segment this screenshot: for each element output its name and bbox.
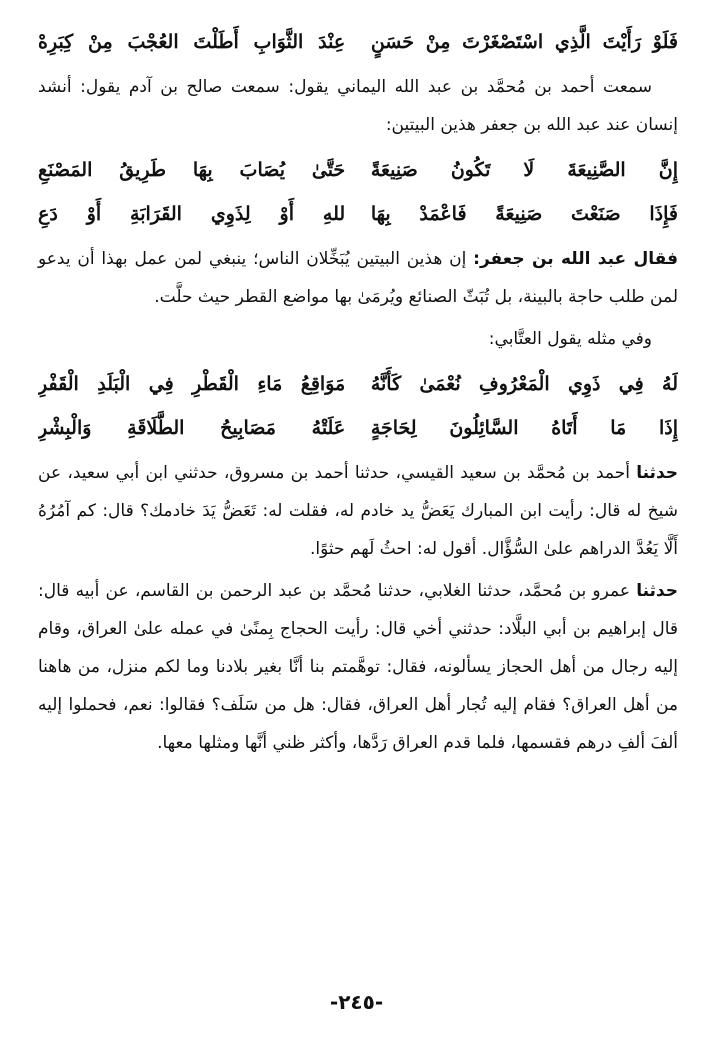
paragraph-lead: حدثنا [636, 581, 678, 601]
verse-hemistich-first: فَإِذَا صَنَعْتَ صَنِيعَةً فَاعْمَدْ بِهَا [370, 203, 678, 225]
verse-hemistich-second: مَوَاقِعُ مَاءِ الْقَطْرِ فِي الْبَلَدِ الْقَفْرِ [38, 373, 346, 395]
verse-line [38, 362, 678, 406]
paragraph-lead: حدثنا [636, 463, 679, 483]
verse-hemistich-first: إِنَّ الصَّنِيعَةَ لَا تَكُونُ صَنِيعَةً [370, 159, 678, 181]
verse-line [38, 406, 678, 450]
paragraph-text: أحمد بن مُحمَّد بن سعيد القيسي، حدثنا أحمد بن مسروق، حدثني ابن أبي سعيد، عن شيخ له قال: رأيت ابن المبارك يَعَضُّ يد خادم له، فقلت له: تَعَضُّ يَدَ خادمك؟ قال: كم آمُرُهُ أَلَّا يَعُدَّ الدراهم علىٰ السُّؤَّال. أقول له: احثُ لَهم حثوًا. [38, 463, 678, 559]
paragraph [38, 454, 678, 568]
verse-hemistich-first: لَهُ فِي ذَوِي الْمَعْرُوفِ نُعْمَىٰ كَأَنَّهُ [370, 373, 678, 395]
page-number: -٢٤٥- [329, 990, 384, 1014]
verse-line [38, 20, 678, 64]
paragraph [38, 240, 678, 316]
paragraph-text: عمرو بن مُحمَّد، حدثنا الغلابي، حدثنا مُحمَّد بن عبد الرحمن بن القاسم، عن أبيه قال: قال إبراهيم بن أبي البلَّاد: حدثني أخي قال: رأيت الحجاج بِمنًىٰ في عمله علىٰ العراق، وقام إليه رجال من أهل الحجاز يسألونه، فقال: توهَّمتم بنا أنَّا بغير بلادنا وما لكم منزل، من هاهنا من أهل العراق؟ فقام إليه تُجار أهل العراق، فقال: هل من سَلَف؟ فقالوا: نعم، فحملوا إليه ألفَ ألفِ درهم فقسمها، فلما قدم العراق رَدَّها، وأكثر ظني أنَّها ومثلها معها. [38, 581, 678, 753]
verse-line [38, 148, 678, 192]
verse-hemistich-second: حَتَّىٰ يُصَابَ بِهَا طَرِيقُ المَصْنَعِ [38, 159, 346, 181]
paragraph-lead: فقال عبد الله بن جعفر: [473, 249, 678, 269]
verse-hemistich-first: إِذَا مَا أَتَاهُ السَّائِلُونَ لِحَاجَةٍ [370, 417, 678, 439]
verse-hemistich-second: عِنْدَ الثَّوَابِ أَطَلْتَ العُجْبَ مِنْ كِبَرِهْ [38, 31, 346, 53]
verse-hemistich-second: عَلَتْهُ مَصَابِيحُ الطَّلَاقَةِ وَالْبِشْرِ [38, 417, 346, 439]
paragraph [38, 572, 678, 762]
paragraph-text: إن هذين البيتين يُبَخِّلان الناس؛ ينبغي لمن عمل بهذا أن يدعو لمن طلب حاجة بالبينة، بل تُبَثّ الصنائع ويُرمَىٰ بها مواضع القطر حيث حلَّت. [38, 249, 678, 307]
verse-line [38, 192, 678, 236]
paragraph: وفي مثله يقول العتَّابي: [488, 329, 652, 349]
paragraph: سمعت أحمد بن مُحمَّد بن عبد الله اليماني يقول: سمعت صالح بن آدم يقول: أنشد إنسان عند عبد الله بن جعفر هذين البيتين: [38, 77, 678, 135]
page-body [38, 20, 678, 766]
verse-hemistich-first: فَلَوْ رَأَيْتَ الَّذِي اسْتَصْغَرْتَ مِنْ حَسَنٍ [370, 31, 678, 53]
verse-hemistich-second: للهِ أَوْ لِذَوِي القَرَابَةِ أَوْ دَعِ [38, 203, 346, 225]
